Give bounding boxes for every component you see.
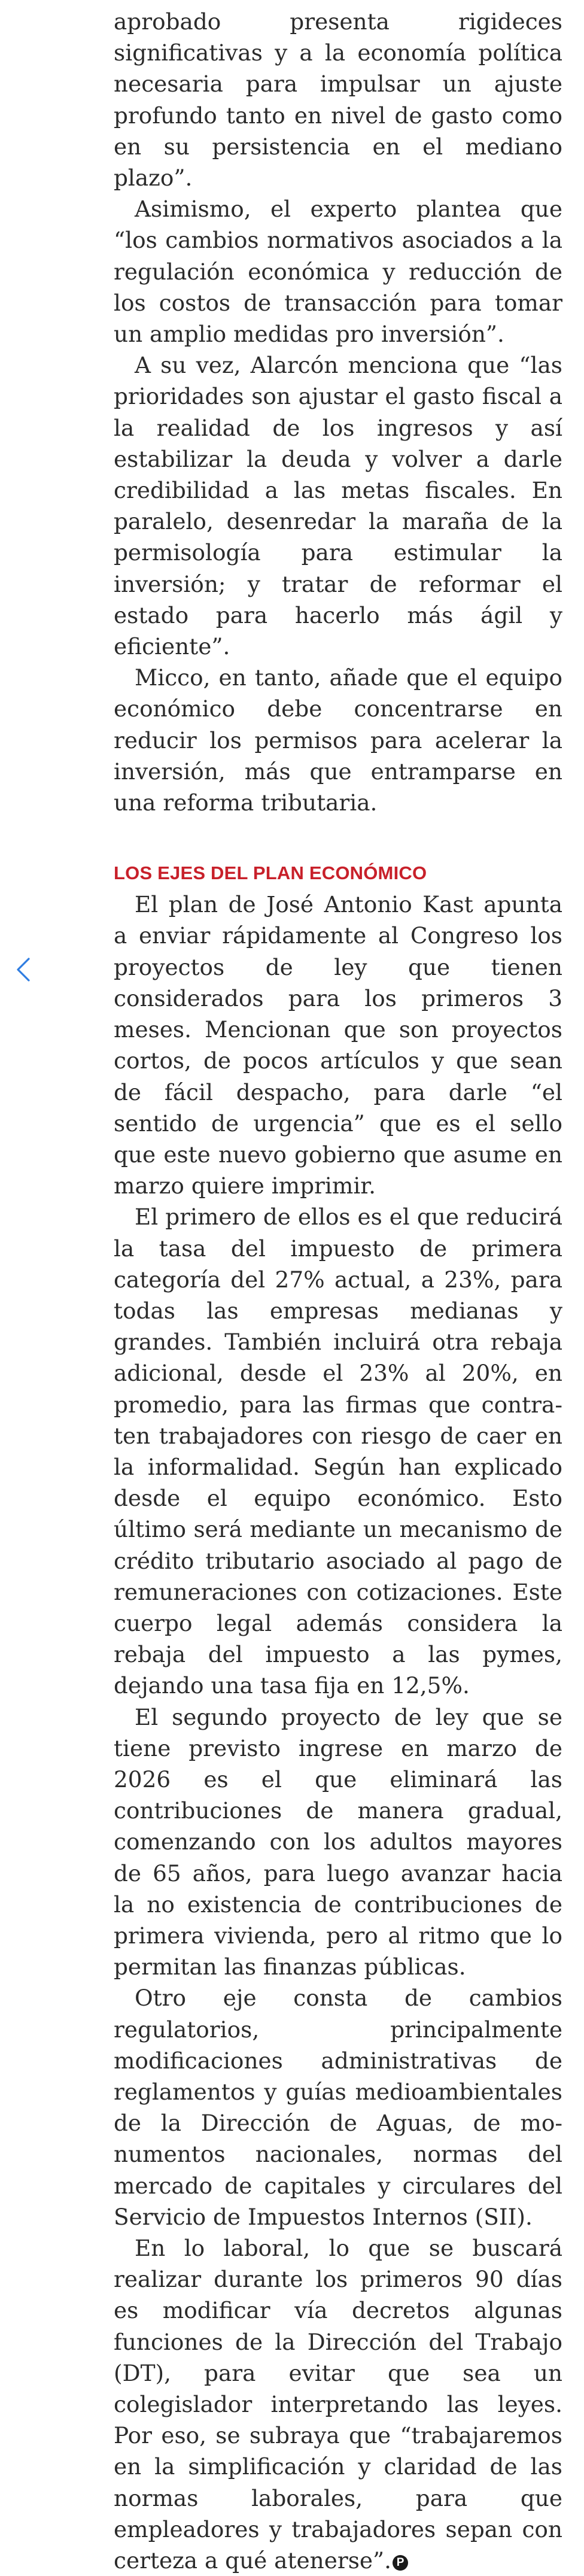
article-paragraph: Asimismo, el experto plantea que “los cambios normativos asociados a la regulación económica y reducción de los costos de transacción para tomar un amplio medidas pro inversión”. (114, 196, 562, 348)
section-heading: LOS EJES DEL PLAN ECONÓMICO (114, 862, 427, 884)
article-paragraph: Otro eje consta de cambios regulatorios, principalmente modificaciones administrativas de reglamentos y guías medioambientales de la Dirección de Aguas, de monumentos nacionales, normas del mercado de capitales y circulares del Servicio de Impuestos Internos (SII). (114, 1985, 562, 2230)
article-paragraph: El segundo proyecto de ley que se tiene previsto ingrese en marzo de 2026 es el que eliminará las contribuciones de manera gradual, comenzando con los adultos mayores de 65 años, para luego avanzar hacia la no existencia de contribuciones de primera vivienda, pero al ritmo que lo permitan las finanzas públicas. (114, 1703, 562, 1980)
article-body (114, 6, 562, 2576)
chevron-left-stroke (18, 959, 29, 980)
article-paragraph-final (114, 2232, 562, 2576)
article-paragraph: El primero de ellos es el que reducirá la tasa del impuesto de primera categoría del 27% actual, a 23%, para todas las empresas medianas y grandes. También incluirá otra rebaja adicional, desde el 23% al 20%, en promedio, para las firmas que contraten trabajadores con riesgo de caer en la informalidad. Según han explicado desde el equipo económico. Esto último será mediante un mecanismo de crédito tributario asociado al pago de remuneraciones con cotizaciones. Este cuerpo legal además considera la rebaja del impuesto a las pymes, dejando una tasa fija en 12,5%. (114, 1204, 562, 1699)
end-of-article-mark-icon: P (393, 2555, 408, 2571)
chevron-left-icon[interactable] (11, 956, 37, 983)
article-paragraph-text: En lo laboral, lo que se buscará realizar durante los primeros 90 días es modificar vía decretos algunas funciones de la Dirección del Trabajo (DT), para evitar que sea un colegislador interpretando las leyes. Por eso, se subraya que “trabajaremos en la simplificación y claridad de las normas laborales, para que empleadores y trabajadores sepan con certeza a qué atenerse”. (114, 2235, 562, 2574)
article-paragraph: Micco, en tanto, añade que el equipo económico debe concentrarse en reducir los permisos para acelerar la inversión, más que entramparse en una reforma tributaria. (114, 664, 562, 816)
article-paragraph: aprobado presenta rigideces significativas y a la economía política necesaria para impulsar un ajuste profundo tanto en nivel de gasto como en su persistencia en el mediano plazo”. (114, 8, 562, 192)
article-paragraph: A su vez, Alarcón menciona que “las prioridades son ajustar el gasto fiscal a la realidad de los ingresos y así estabilizar la deuda y volver a darle credibilidad a las metas fiscales. En paralelo, desenredar la maraña de la permisología para estimular la inversión; y tratar de reformar el estado para hacerlo más ágil y eficiente”. (114, 352, 562, 660)
article-paragraph: El plan de José Antonio Kast apunta a enviar rápidamente al Congreso los proyectos de ley que tienen considerados para los primeros 3 meses. Mencionan que son proyectos cortos, de pocos artículos y que sean de fácil despacho, para darle “el sentido de urgencia” que es el sello que este nuevo gobierno que asume en marzo quiere imprimir. (114, 891, 562, 1199)
